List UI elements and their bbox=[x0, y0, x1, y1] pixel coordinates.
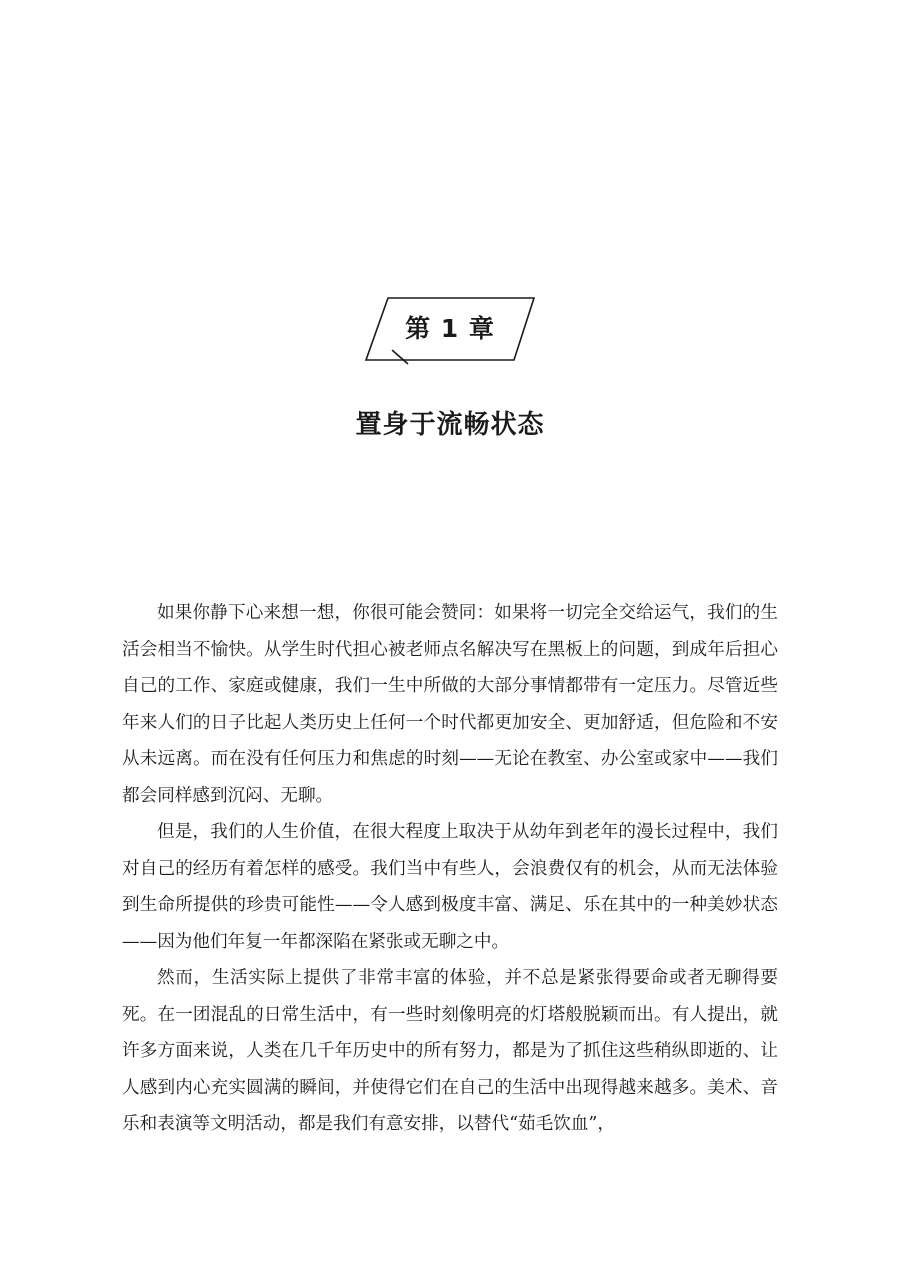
paragraph: 但是，我们的人生价值，在很大程度上取决于从幼年到老年的漫长过程中，我们对自己的经历有着怎样的感受。我们当中有些人，会浪费仅有的机会，从而无法体验到生命所提供的珍贵可能性——令人感到极度丰富、满足、乐在其中的一种美妙状态——因为他们年复一年都深陷在紧张或无聊之中。 bbox=[122, 822, 778, 952]
chapter-badge bbox=[362, 296, 538, 366]
chapter-number: 第 1 章 bbox=[405, 314, 495, 343]
paragraph: 然而，生活实际上提供了非常丰富的体验，并不总是紧张得要命或者无聊得要死。在一团混乱的日常生活中，有一些时刻像明亮的灯塔般脱颖而出。有人提出，就许多方面来说，人类在几千年历史中的所有努力，都是为了抓住这些稍纵即逝的、让人感到内心充实圆满的瞬间，并使得它们在自己的生活中出现得越来越多。美术、音乐和表演等文明活动，都是我们有意安排，以替代“茹毛饮血”， bbox=[122, 968, 778, 1134]
body-text bbox=[122, 595, 778, 1143]
chapter-title: 置身于流畅状态 bbox=[355, 410, 545, 440]
paragraph: 如果你静下心来想一想，你很可能会赞同：如果将一切完全交给运气，我们的生活会相当不愉快。从学生时代担心被老师点名解决写在黑板上的问题，到成年后担心自己的工作、家庭或健康，我们一生中所做的大部分事情都带有一定压力。尽管近些年来人们的日子比起人类历史上任何一个时代都更加安全、更加舒适，但危险和不安从未远离。而在没有任何压力和焦虑的时刻——无论在教室、办公室或家中——我们都会同样感到沉闷、无聊。 bbox=[122, 603, 778, 806]
